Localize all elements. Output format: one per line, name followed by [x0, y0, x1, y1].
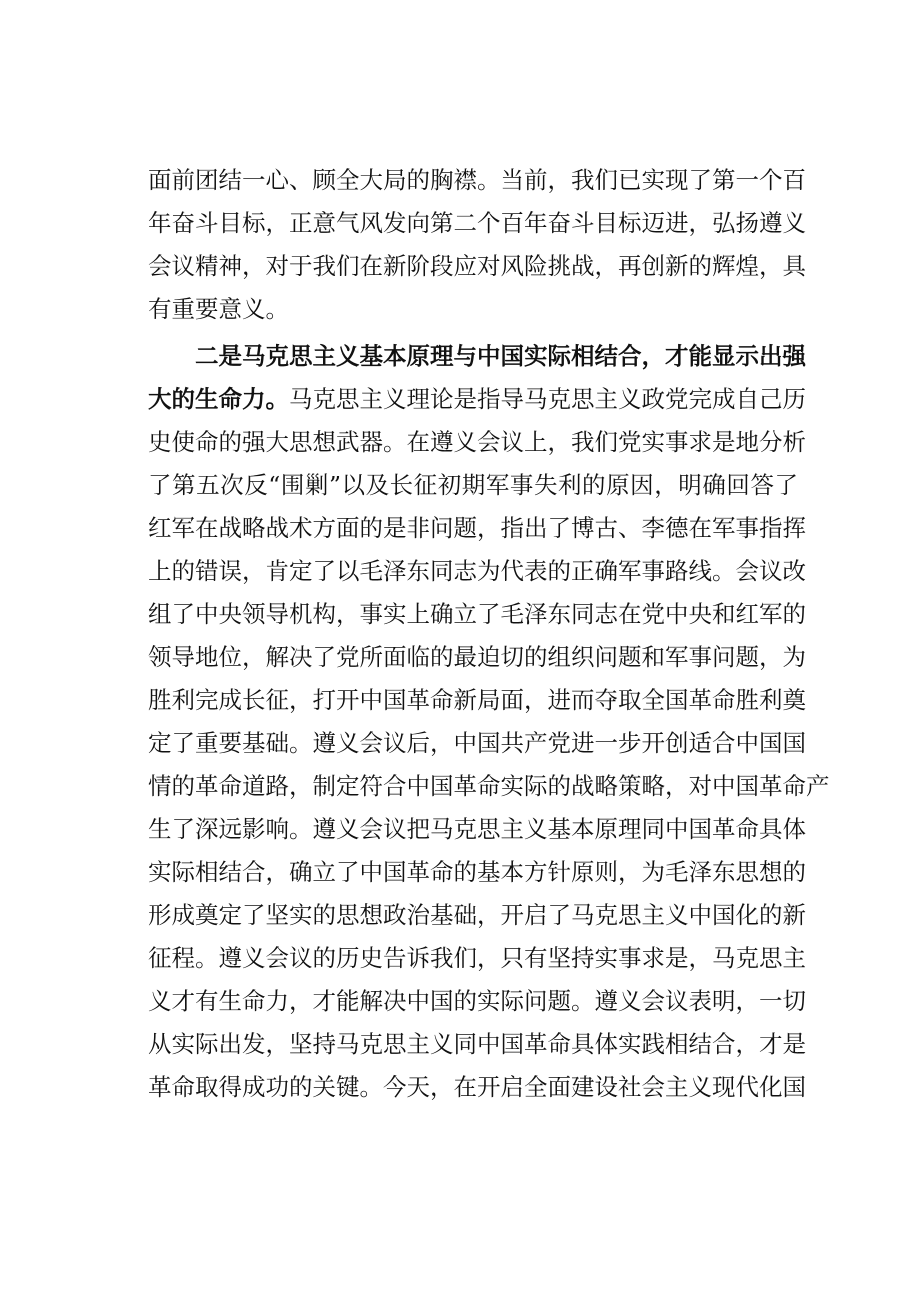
- paragraph-2-line-12: 生了深远影响。遵义会议把马克思主义基本原理同中国革命具体: [148, 815, 806, 843]
- paragraph-2-line-4: 了第五次反“围剿”以及长征初期军事失利的原因，明确回答了: [148, 471, 798, 499]
- paragraph-2-line-7: 组了中央领导机构，事实上确立了毛泽东同志在党中央和红军的: [148, 600, 806, 628]
- paragraph-2-line-2-rest: 马克思主义理论是指导马克思主义政党完成自己历: [289, 385, 806, 413]
- paragraph-2-line-10: 定了重要基础。遵义会议后，中国共产党进一步开创适合中国国: [148, 729, 806, 757]
- paragraph-2-line-16: 义才有生命力，才能解决中国的实际问题。遵义会议表明，一切: [148, 987, 806, 1015]
- paragraph-2-line-3: 史使命的强大思想武器。在遵义会议上，我们党实事求是地分析: [148, 428, 806, 456]
- paragraph-1-line-4: 有重要意义。: [148, 295, 289, 323]
- paragraph-2-line-17: 从实际出发，坚持马克思主义同中国革命具体实践相结合，才是: [148, 1030, 806, 1058]
- paragraph-2-line-11: 情的革命道路，制定符合中国革命实际的战略策略，对中国革命产: [148, 772, 830, 800]
- paragraph-2-line-2: [148, 379, 806, 419]
- paragraph-2-heading-line-1: 二是马克思主义基本原理与中国实际相结合，才能显示出强: [195, 342, 806, 370]
- paragraph-2-heading-end: 大的生命力。: [148, 385, 289, 413]
- paragraph-2-line-9: 胜利完成长征，打开中国革命新局面，进而夺取全国革命胜利奠: [148, 686, 806, 714]
- paragraph-2-line-8: 领导地位，解决了党所面临的最迫切的组织问题和军事问题，为: [148, 643, 806, 671]
- paragraph-1-line-1: 面前团结一心、顾全大局的胸襟。当前，我们已实现了第一个百: [148, 166, 806, 194]
- paragraph-2-line-18: 革命取得成功的关键。今天，在开启全面建设社会主义现代化国: [148, 1073, 806, 1101]
- paragraph-2-line-5: 红军在战略战术方面的是非问题，指出了博古、李德在军事指挥: [148, 514, 806, 542]
- paragraph-1-line-3: 会议精神，对于我们在新阶段应对风险挑战，再创新的辉煌，具: [148, 252, 806, 280]
- paragraph-2-line-13: 实际相结合，确立了中国革命的基本方针原则，为毛泽东思想的: [148, 858, 806, 886]
- paragraph-1-line-2: 年奋斗目标，正意气风发向第二个百年奋斗目标迈进，弘扬遵义: [148, 209, 806, 237]
- paragraph-2-line-14: 形成奠定了坚实的思想政治基础，开启了马克思主义中国化的新: [148, 901, 806, 929]
- paragraph-2-line-15: 征程。遵义会议的历史告诉我们，只有坚持实事求是，马克思主: [148, 944, 806, 972]
- paragraph-2-line-6: 上的错误，肯定了以毛泽东同志为代表的正确军事路线。会议改: [148, 557, 806, 585]
